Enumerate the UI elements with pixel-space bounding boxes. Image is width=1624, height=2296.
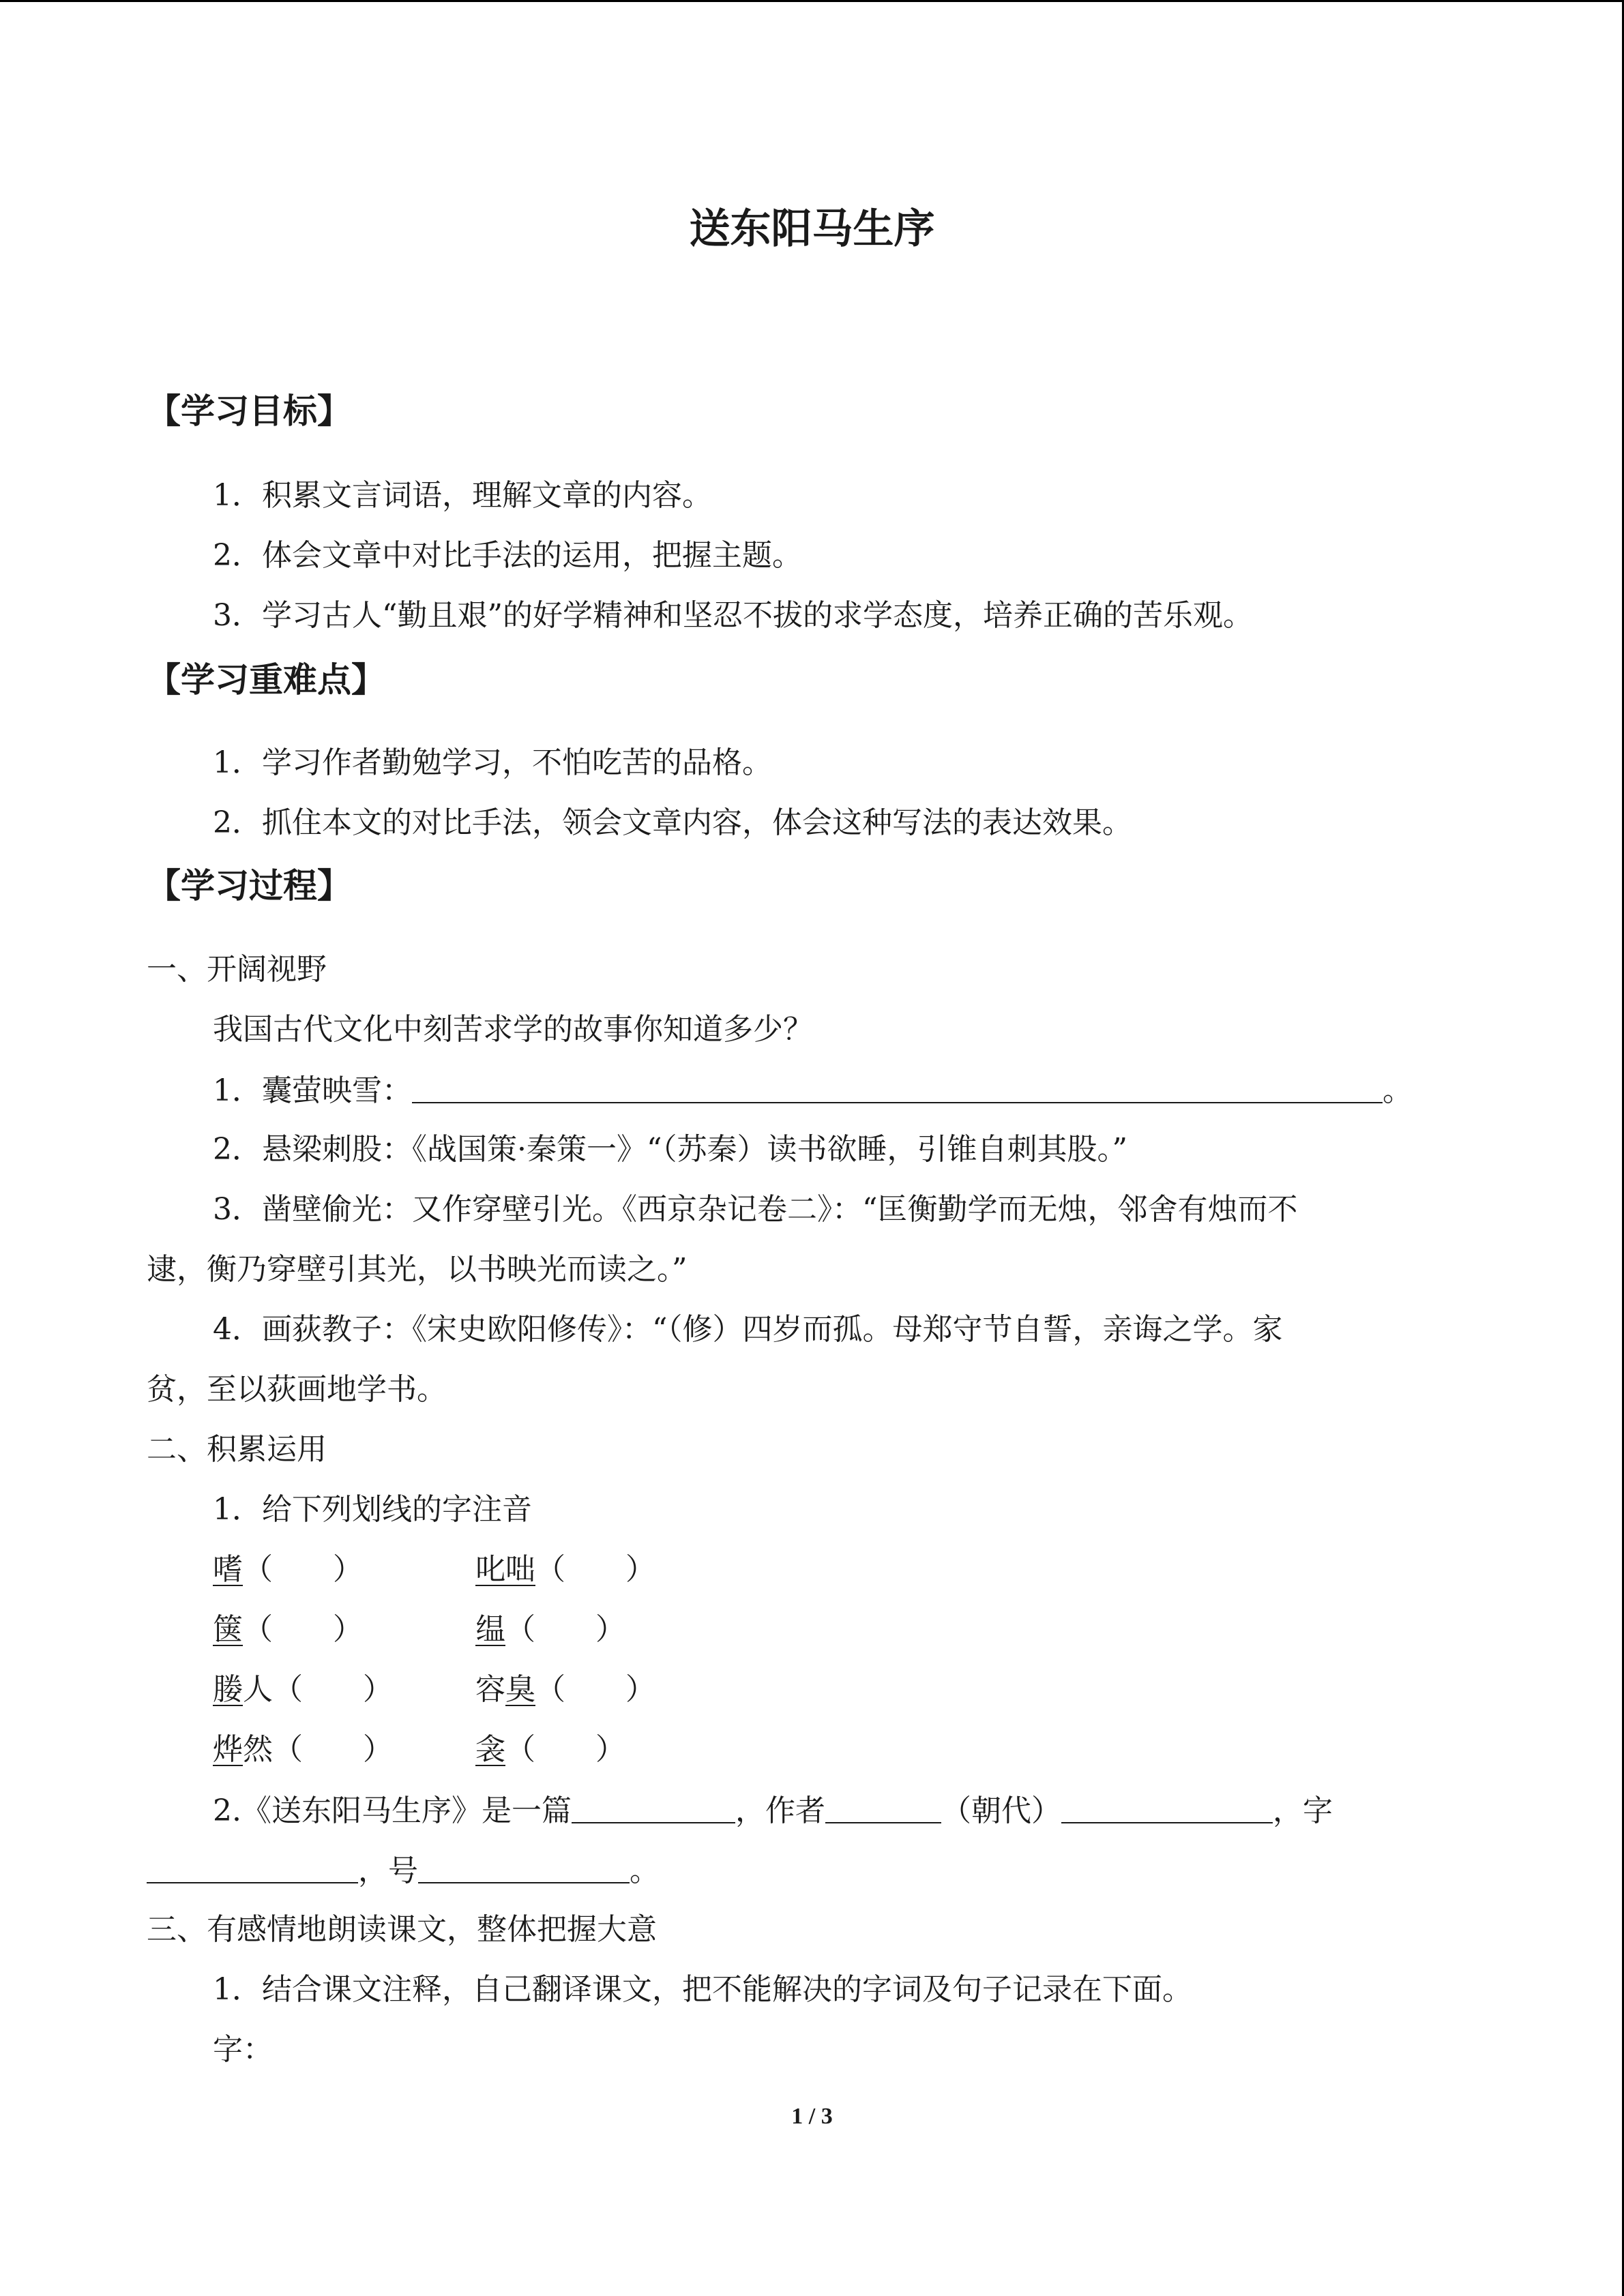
pinyin-item: 嗜（ ） [213, 1552, 363, 1587]
part3-q1: 1．结合课文注释，自己翻译课文，把不能解决的字词及句子记录在下面。 [213, 1972, 1192, 2007]
part3-zi: 字： [213, 2032, 273, 2067]
pinyin-item: 烨然（ ） [213, 1732, 393, 1767]
page-top-border [0, 0, 1624, 2]
part2-q1: 1．给下列划线的字注音 [213, 1492, 532, 1527]
pinyin-item: 缊（ ） [475, 1612, 625, 1647]
heading-process: 【学习过程】 [147, 866, 351, 906]
part1-title: 一、开阔视野 [147, 952, 327, 987]
courtesy-name-blank[interactable] [147, 1855, 358, 1883]
part2-q2-line1: 2.《送东阳马生序》是一篇 ，作者 （朝代） ，字 [213, 1793, 1333, 1828]
part1-item2: 2．悬梁刺股：《战国策·秦策一》“（苏秦）读书欲睡，引锥自刺其股。” [213, 1132, 1127, 1167]
objective-3: 3．学习古人“勤且艰”的好学精神和坚忍不拔的求学态度，培养正确的苦乐观。 [213, 598, 1253, 633]
pinyin-item: 衾（ ） [475, 1732, 625, 1767]
part3-title: 三、有感情地朗读课文，整体把握大意 [147, 1912, 657, 1947]
pseudonym-blank[interactable] [418, 1855, 630, 1883]
part1-intro: 我国古代文化中刻苦求学的故事你知道多少？ [213, 1012, 813, 1047]
part1-item1 [213, 1075, 1413, 1106]
author-blank[interactable] [1061, 1795, 1273, 1823]
pinyin-item: 叱咄（ ） [475, 1552, 655, 1587]
objective-1: 1．积累文言词语，理解文章的内容。 [213, 478, 712, 513]
item1-label: 1．囊萤映雪： [213, 1073, 412, 1108]
pinyin-item: 箧（ ） [213, 1612, 363, 1647]
pinyin-item: 容臭（ ） [475, 1672, 655, 1707]
part2-q2-line2: ，号 。 [147, 1855, 660, 1886]
item1-end: 。 [1383, 1073, 1413, 1108]
objective-2: 2．体会文章中对比手法的运用，把握主题。 [213, 538, 802, 573]
part1-item4-line1: 4．画荻教子：《宋史欧阳修传》：“（修）四岁而孤。母郑守节自誓，亲诲之学。家 [213, 1312, 1283, 1347]
document-title: 送东阳马生序 [689, 205, 935, 253]
key-point-2: 2．抓住本文的对比手法，领会文章内容，体会这种写法的表达效果。 [213, 805, 1132, 840]
part1-item3-line1: 3．凿壁偷光：又作穿壁引光。《西京杂记卷二》：“匡衡勤学而无烛，邻舍有烛而不 [213, 1192, 1298, 1227]
part1-item3-line2: 逮，衡乃穿壁引其光，以书映光而读之。” [147, 1252, 688, 1287]
page-number: 1 / 3 [791, 2104, 833, 2129]
heading-key-points: 【学习重难点】 [147, 660, 385, 700]
dynasty-blank[interactable] [825, 1795, 941, 1823]
genre-blank[interactable] [572, 1795, 735, 1823]
key-point-1: 1．学习作者勤勉学习，不怕吃苦的品格。 [213, 745, 772, 780]
item1-answer-blank[interactable] [412, 1075, 1383, 1103]
part1-item4-line2: 贫，至以荻画地学书。 [147, 1372, 447, 1407]
pinyin-item: 媵人（ ） [213, 1672, 393, 1707]
heading-objectives: 【学习目标】 [147, 391, 351, 431]
part2-title: 二、积累运用 [147, 1432, 327, 1467]
